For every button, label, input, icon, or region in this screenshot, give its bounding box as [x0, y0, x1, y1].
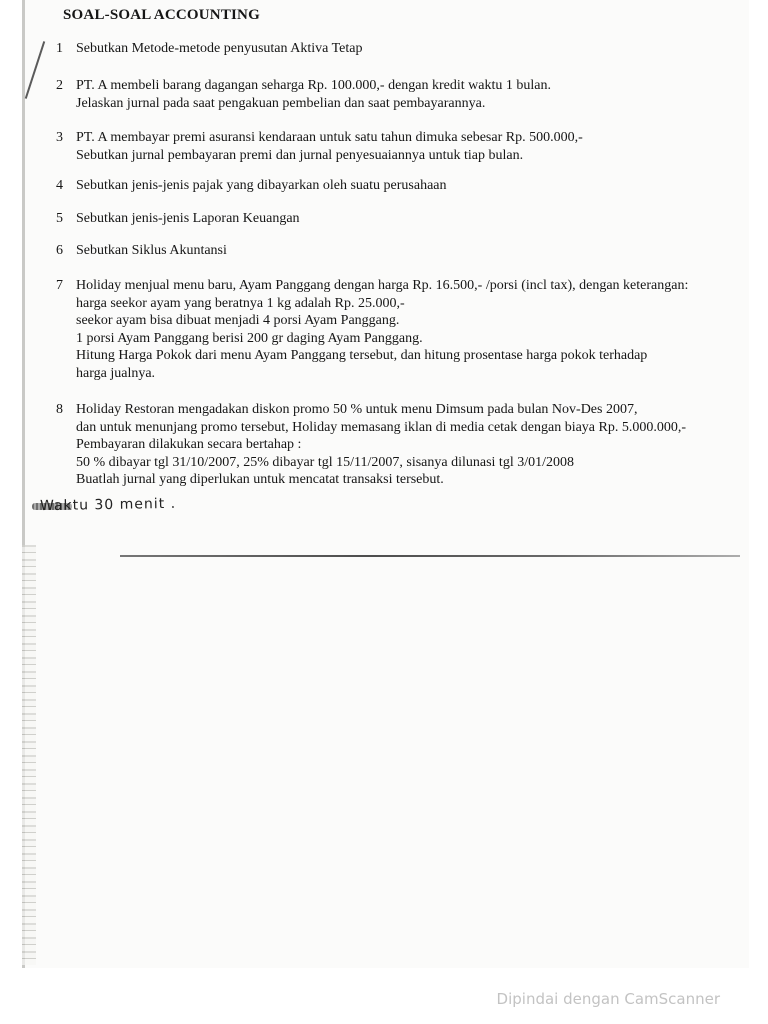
- question-number: 8: [56, 402, 63, 417]
- question-text: Sebutkan Siklus Akuntansi: [76, 243, 227, 258]
- question-text: 1 porsi Ayam Panggang berisi 200 gr daging Ayam Panggang.: [76, 330, 423, 346]
- question-text: harga seekor ayam yang beratnya 1 kg adalah Rp. 25.000,-: [76, 295, 405, 311]
- question-2: [56, 77, 551, 112]
- question-text: Sebutkan jenis-jenis pajak yang dibayarkan oleh suatu perusahaan: [76, 178, 447, 193]
- horizontal-rule: [120, 555, 740, 557]
- question-text: harga jualnya.: [76, 365, 156, 381]
- question-text: Sebutkan Metode-metode penyusutan Aktiva Tetap: [76, 41, 363, 56]
- question-number: 5: [56, 211, 63, 226]
- question-text: Holiday menjual menu baru, Ayam Panggang dengan harga Rp. 16.500,- /porsi (incl tax), dengan keterangan:: [76, 278, 689, 293]
- question-text: Holiday Restoran mengadakan diskon promo 50 % untuk menu Dimsum pada bulan Nov-Des 2007,: [76, 402, 638, 417]
- question-text: Buatlah jurnal yang diperlukan untuk mencatat transaksi tersebut.: [76, 472, 444, 487]
- question-5: [56, 210, 300, 228]
- document-title: SOAL-SOAL ACCOUNTING: [63, 7, 260, 23]
- question-text: PT. A membayar premi asuransi kendaraan untuk satu tahun dimuka sebesar Rp. 500.000,-: [76, 130, 583, 145]
- question-text: PT. A membeli barang dagangan seharga Rp. 100.000,- dengan kredit waktu 1 bulan.: [76, 78, 551, 93]
- question-number: 1: [56, 41, 63, 56]
- handwritten-note: Waktu 30 menit .: [39, 495, 177, 515]
- question-3: [56, 129, 583, 164]
- question-text: Pembayaran dilakukan secara bertahap :: [76, 437, 302, 452]
- question-1: [56, 40, 362, 58]
- question-text: Hitung Harga Pokok dari menu Ayam Panggang tersebut, dan hitung prosentase harga pokok terhadap: [76, 348, 648, 363]
- question-8: [56, 401, 686, 489]
- scan-edge-noise: [22, 545, 36, 965]
- question-4: [56, 177, 447, 195]
- question-6: [56, 242, 227, 260]
- question-text: seekor ayam bisa dibuat menjadi 4 porsi Ayam Panggang.: [76, 313, 400, 328]
- question-text: Jelaskan jurnal pada saat pengakuan pembelian dan saat pembayarannya.: [76, 95, 486, 111]
- question-7: [56, 277, 688, 382]
- question-number: 6: [56, 243, 63, 258]
- question-text: Sebutkan jurnal pembayaran premi dan jurnal penyesuaiannya untuk tiap bulan.: [76, 147, 524, 163]
- question-number: 2: [56, 78, 63, 93]
- question-number: 3: [56, 130, 63, 145]
- question-text: 50 % dibayar tgl 31/10/2007, 25% dibayar tgl 15/11/2007, sisanya dilunasi tgl 3/01/2008: [76, 454, 574, 470]
- question-text: Sebutkan jenis-jenis Laporan Keuangan: [76, 211, 300, 226]
- question-number: 4: [56, 178, 63, 193]
- question-text: dan untuk menunjang promo tersebut, Holiday memasang iklan di media cetak dengan biaya Rp. 5.000.000,-: [76, 419, 687, 435]
- scanner-watermark: Dipindai dengan CamScanner: [496, 990, 720, 1008]
- question-number: 7: [56, 278, 63, 293]
